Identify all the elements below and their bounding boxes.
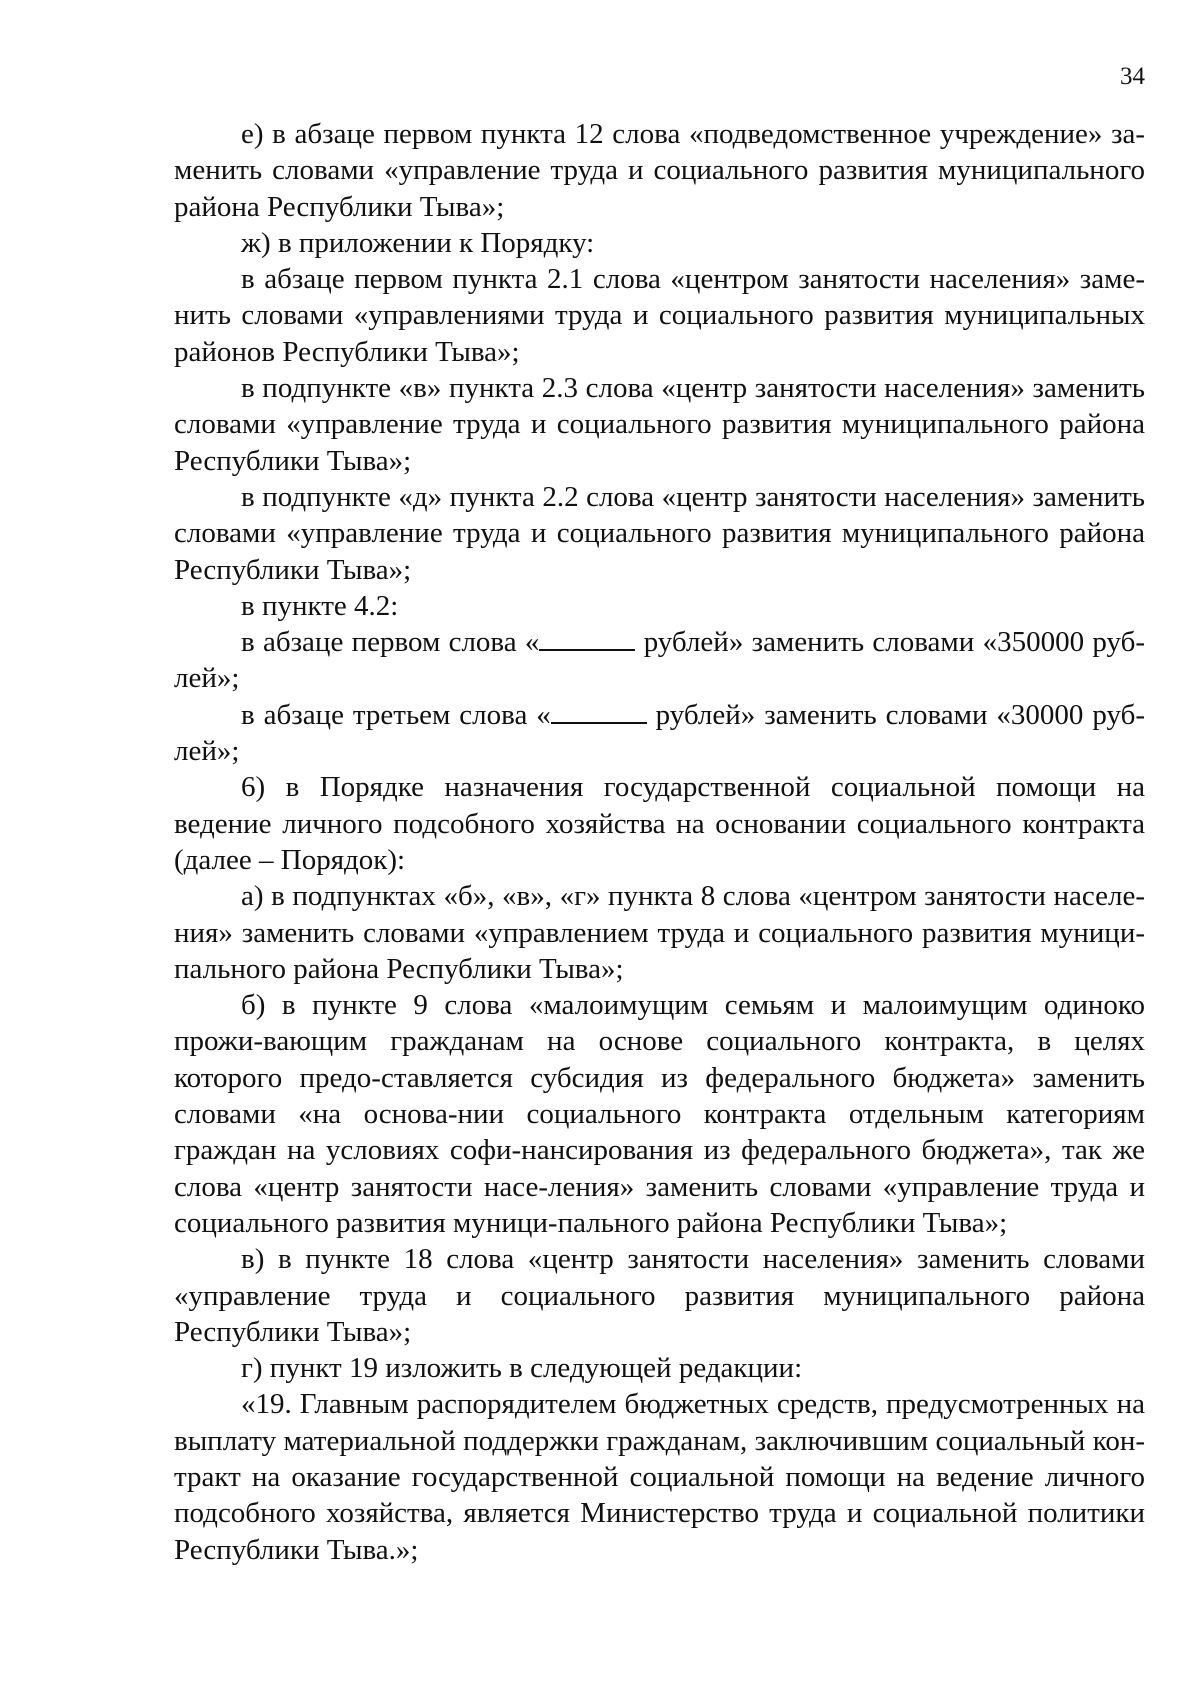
page-number: 34 bbox=[1120, 63, 1145, 90]
blank-line bbox=[539, 627, 635, 651]
paragraph-point-4-2: в пункте 4.2: bbox=[241, 589, 399, 622]
paragraph-point-2-1: в абзаце первом пункта 2.1 слова «центром занятости населения» заме-нить словами «управлениями труда и социального развития муниципальных районов Республики Тыва»; bbox=[174, 263, 1145, 368]
blank-line bbox=[551, 700, 647, 724]
paragraph-subpoint-v-2-3: в подпункте «в» пункта 2.3 слова «центр занятости населения» заменить словами «управление труда и социального развития муниципального района Республики Тыва»; bbox=[174, 372, 1145, 477]
paragraph-e-point-12: е) в абзаце первом пункта 12 слова «подведомственное учреждение» за-менить словами «управление труда и социального развития муниципального района Республики Тыва»; bbox=[174, 118, 1145, 223]
text-after-blank: рублей» заменить словами «30000 руб-лей»; bbox=[174, 698, 1145, 768]
paragraph-6-order: 6) в Порядке назначения государственной социальной помощи на ведение личного подсобного хозяйства на основании социального контракта (далее – Порядок): bbox=[174, 771, 1145, 876]
paragraph-point-19-text: «19. Главным распорядителем бюджетных средств, предусмотренных на выплату материальной поддержки гражданам, заключившим социальный кон-тракт на оказание государственной социальной помощи на ведение личного подсобного хозяйства, является Министерство труда и социальной политики Республики Тыва.»; bbox=[174, 1388, 1145, 1566]
paragraph-g-point-19: г) пункт 19 изложить в следующей редакции: bbox=[241, 1352, 803, 1385]
text-before-blank: в абзаце третьем слова « bbox=[241, 698, 551, 731]
paragraph-third-abzac-amount bbox=[174, 697, 1145, 770]
paragraph-a-point-8: а) в подпунктах «б», «в», «г» пункта 8 слова «центром занятости населе-ния» заменить словами «управлением труда и социального развития муници-пального района Республики Тыва»; bbox=[174, 880, 1145, 985]
paragraph-b-point-9: б) в пункте 9 слова «малоимущим семьям и малоимущим одиноко прожи-вающим гражданам на основе социального контракта, в целях которого предо-ставляется субсидия из федерального бюджета» заменить словами «на основа-нии социального контракта отдельным категориям граждан на условиях софи-нансирования из федерального бюджета», так же слова «центр занятости насе-ления» заменить словами «управление труда и социального развития муници-пального района Республики Тыва»; bbox=[174, 989, 1145, 1239]
paragraph-first-abzac-amount bbox=[174, 624, 1145, 697]
document-body bbox=[174, 116, 1145, 1568]
paragraph-v-point-18: в) в пункте 18 слова «центр занятости населения» заменить словами «управление труда и социального развития муниципального района Республики Тыва»; bbox=[174, 1243, 1145, 1348]
paragraph-subpoint-d-2-2: в подпункте «д» пункта 2.2 слова «центр занятости населения» заменить словами «управление труда и социального развития муниципального района Республики Тыва»; bbox=[174, 480, 1145, 586]
text-before-blank: в абзаце первом слова « bbox=[241, 626, 540, 659]
text-after-blank: рублей» заменить словами «350000 руб-лей»; bbox=[174, 626, 1146, 695]
paragraph-zh-appendix: ж) в приложении к Порядку: bbox=[241, 226, 595, 259]
